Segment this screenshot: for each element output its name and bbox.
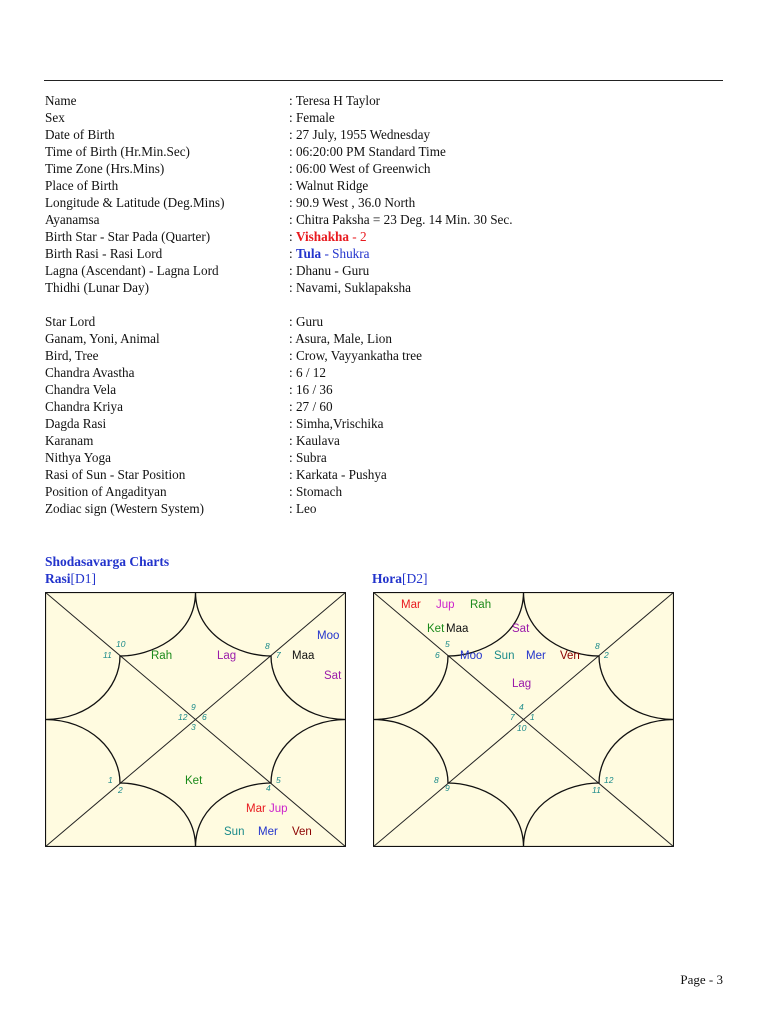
star-pada-value: 2 [360, 229, 367, 244]
detail-row: Dagda Rasi : Simha,Vrischika [45, 416, 384, 431]
house-number: 5 [276, 775, 281, 785]
birth-star-value: Vishakha [295, 229, 349, 244]
planet-mer: Mer [258, 826, 278, 838]
planet-moo: Moo [460, 650, 483, 662]
detail-row: Star Lord : Guru [45, 314, 324, 329]
planet-sat: Sat [512, 623, 530, 635]
detail-row: Ganam, Yoni, Animal : Asura, Male, Lion [45, 331, 392, 346]
detail-row: Chandra Avastha : 6 / 12 [45, 365, 326, 380]
detail-row: Bird, Tree : Crow, Vayyankatha tree [45, 348, 422, 363]
house-number: 12 [178, 712, 188, 722]
house-number: 11 [103, 650, 112, 660]
house-number: 12 [604, 775, 614, 785]
birth-details [45, 92, 685, 517]
house-number: 8 [595, 641, 600, 651]
detail-row: Longitude & Latitude (Deg.Mins) : 90.9 West , 36.0 North [45, 195, 416, 210]
house-number: 9 [445, 783, 450, 793]
planet-lag: Lag [512, 678, 532, 690]
house-number: 1 [108, 775, 113, 785]
planet-lag: Lag [217, 650, 237, 662]
detail-row: Nithya Yoga : Subra [45, 450, 327, 465]
planet-rah: Rah [470, 599, 492, 611]
planet-sun: Sun [494, 650, 515, 662]
house-number: 10 [116, 639, 126, 649]
house-number: 3 [191, 722, 196, 732]
planet-mar: Mar [401, 599, 421, 611]
detail-row-birth-rasi: Birth Rasi - Rasi Lord : Tula - Shukra [45, 246, 370, 261]
detail-row: Place of Birth : Walnut Ridge [45, 178, 369, 193]
planet-moo: Moo [317, 630, 340, 642]
page-number: Page - 3 [680, 972, 723, 987]
house-number: 8 [434, 775, 439, 785]
hora-chart-title: Hora[D2] [372, 571, 428, 586]
header-rule [44, 80, 723, 81]
detail-row: Chandra Kriya : 27 / 60 [45, 399, 333, 414]
house-number: 2 [118, 785, 123, 795]
house-number: 7 [510, 712, 515, 722]
planet-ket: Ket [427, 623, 445, 635]
house-number: 10 [517, 723, 527, 733]
house-number: 1 [530, 712, 535, 722]
house-number: 4 [519, 702, 524, 712]
planet-ven: Ven [560, 650, 580, 662]
house-number: 6 [202, 712, 207, 722]
planet-maa: Maa [446, 623, 469, 635]
detail-row: Zodiac sign (Western System) : Leo [45, 501, 317, 516]
planet-sun: Sun [224, 826, 245, 838]
house-number: 9 [191, 702, 196, 712]
hora-chart [373, 592, 674, 847]
planet-maa: Maa [292, 650, 315, 662]
planet-mer: Mer [526, 650, 546, 662]
detail-row: Karanam : Kaulava [45, 433, 340, 448]
planet-rah: Rah [151, 650, 173, 662]
detail-row: Ayanamsa : Chitra Paksha = 23 Deg. 14 Min. 30 Sec. [45, 212, 513, 227]
detail-row: Rasi of Sun - Star Position : Karkata - Pushya [45, 467, 387, 482]
house-number: 5 [445, 639, 450, 649]
detail-row: Name : Teresa H Taylor [45, 93, 381, 108]
rasi-chart-svg [45, 592, 346, 847]
detail-row: Position of Angadityan : Stomach [45, 484, 343, 499]
rasi-lord-value: Shukra [332, 246, 370, 261]
house-number: 4 [266, 783, 271, 793]
rasi-chart-title: Rasi[D1] [45, 571, 97, 586]
section-title: Shodasavarga Charts [45, 554, 170, 569]
house-number: 2 [604, 650, 609, 660]
planet-jup: Jup [269, 803, 288, 815]
hora-chart-svg [373, 592, 674, 847]
house-number: 6 [435, 650, 440, 660]
detail-row-birth-star: Birth Star - Star Pada (Quarter) : Vishakha - 2 [45, 229, 367, 244]
planet-ven: Ven [292, 826, 312, 838]
detail-row: Lagna (Ascendant) - Lagna Lord : Dhanu - Guru [45, 263, 370, 278]
detail-row: Thidhi (Lunar Day) : Navami, Suklapaksha [45, 280, 411, 295]
planet-jup: Jup [436, 599, 455, 611]
detail-row: Time Zone (Hrs.Mins) : 06:00 West of Greenwich [45, 161, 431, 176]
planet-mar: Mar [246, 803, 266, 815]
birth-rasi-value: Tula [295, 246, 322, 261]
detail-row: Date of Birth : 27 July, 1955 Wednesday [45, 127, 431, 142]
detail-row: Chandra Vela : 16 / 36 [45, 382, 333, 397]
rasi-chart [45, 592, 346, 847]
house-number: 8 [265, 641, 270, 651]
detail-row: Sex : Female [45, 110, 335, 125]
planet-ket: Ket [185, 775, 203, 787]
house-number: 7 [276, 650, 281, 660]
house-number: 11 [592, 785, 601, 795]
planet-sat: Sat [324, 670, 342, 682]
detail-row: Time of Birth (Hr.Min.Sec) : 06:20:00 PM Standard Time [45, 144, 446, 159]
